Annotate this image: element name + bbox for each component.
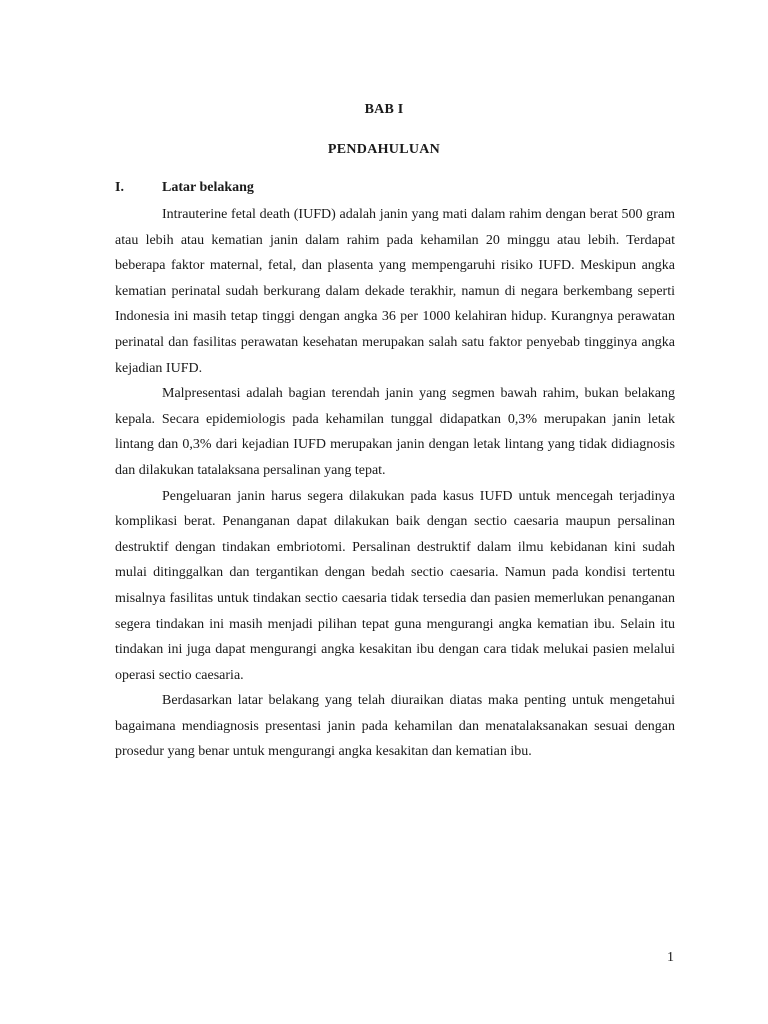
- paragraph: Intrauterine fetal death (IUFD) adalah janin yang mati dalam rahim dengan berat 500 gram atau lebih atau kematian janin dalam rahim pada kehamilan 20 minggu atau lebih. Terdapat beberapa faktor maternal, fetal, dan plasenta yang mempengaruhi risiko IUFD. Meskipun angka kematian perinatal sudah berkurang dalam dekade terakhir, namun di negara berkembang seperti Indonesia ini masih tetap tinggi dengan angka 36 per 1000 kelahiran hidup. Kurangnya perawatan perinatal dan fasilitas perawatan kesehatan merupakan salah satu faktor penyebab tingginya angka kejadian IUFD.: [115, 207, 675, 376]
- body-text: [115, 202, 675, 765]
- section-title: Latar belakang: [162, 180, 254, 195]
- chapter-title: PENDAHULUAN: [327, 142, 441, 157]
- page-number: 1: [667, 950, 674, 965]
- chapter-heading: BAB I: [364, 102, 404, 117]
- paragraph: Pengeluaran janin harus segera dilakukan pada kasus IUFD untuk mencegah terjadinya komplikasi berat. Penanganan dapat dilakukan baik dengan sectio caesaria maupun persalinan destruktif dengan tindakan embriotomi. Persalinan destruktif dalam ilmu kebidanan kini sudah mulai ditinggalkan dan tergantikan dengan bedah sectio caesaria. Namun pada kondisi tertentu misalnya fasilitas untuk tindakan sectio caesaria tidak tersedia dan pasien memerlukan penanganan segera tindakan ini masih menjadi pilihan tepat guna mengurangi angka kematian ibu. Selain itu tindakan ini juga dapat mengurangi angka kesakitan ibu dengan cara tidak melukai pasien melalui operasi sectio caesaria.: [115, 488, 675, 683]
- section-number: I.: [115, 180, 124, 195]
- section-heading: [115, 180, 254, 196]
- paragraph: Berdasarkan latar belakang yang telah diuraikan diatas maka penting untuk mengetahui bagaimana mendiagnosis presentasi janin pada kehamilan dan menatalaksanakan sesuai dengan prosedur yang benar untuk mengurangi angka kesakitan dan kematian ibu.: [115, 693, 675, 760]
- paragraph: Malpresentasi adalah bagian terendah janin yang segmen bawah rahim, bukan belakang kepala. Secara epidemiologis pada kehamilan tunggal didapatkan 0,3% merupakan janin letak lintang dan 0,3% dari kejadian IUFD merupakan janin dengan letak lintang yang tidak didiagnosis dan dilakukan tatalaksana persalinan yang tepat.: [115, 386, 675, 478]
